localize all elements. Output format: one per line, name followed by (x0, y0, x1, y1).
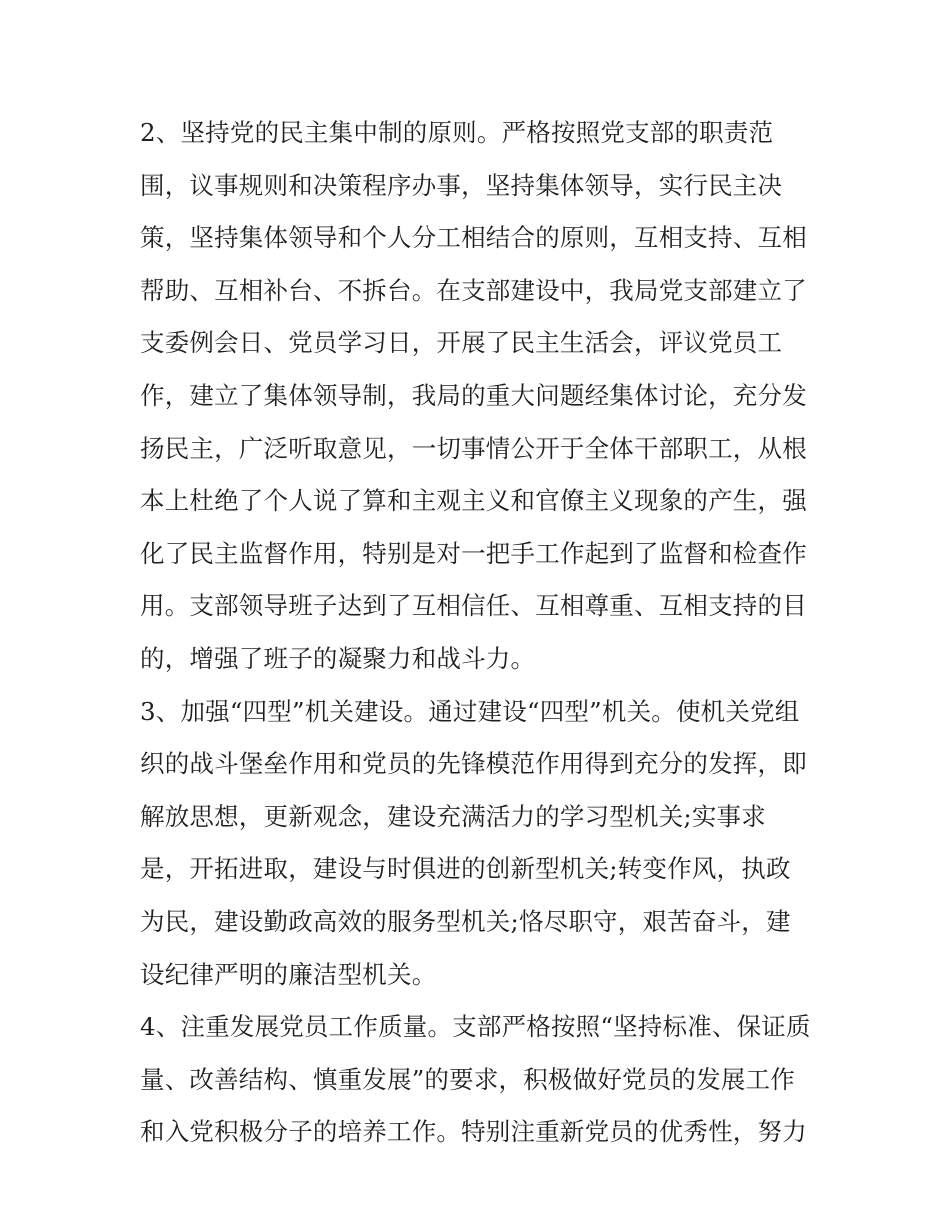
text-line: 和入党积极分子的培养工作。特别注重新党员的优秀性，努力 (140, 1117, 807, 1147)
document-body (140, 107, 820, 1159)
text-line: 为民，建设勤政高效的服务型机关;恪尽职守，艰苦奋斗，建 (140, 906, 791, 936)
text-line: 本上杜绝了个人说了算和主观主义和官僚主义现象的产生，强 (140, 486, 807, 516)
text-line: 量、改善结构、慎重发展”的要求，积极做好党员的发展工作 (140, 1064, 795, 1094)
text-line: 策，坚持集体领导和个人分工相结合的原则，互相支持、互相 (140, 223, 807, 253)
text-line: 4、注重发展党员工作质量。支部严格按照“坚持标准、保证质 (140, 1012, 811, 1042)
text-line: 3、加强“四型”机关建设。通过建设“四型”机关。使机关党组 (140, 696, 800, 726)
text-line: 作，建立了集体领导制，我局的重大问题经集体讨论，充分发 (140, 380, 807, 410)
text-line: 用。支部领导班子达到了互相信任、互相尊重、互相支持的目 (140, 591, 807, 621)
text-line: 设纪律严明的廉洁型机关。 (140, 959, 437, 989)
text-line: 化了民主监督作用，特别是对一把手工作起到了监督和检查作 (140, 538, 807, 568)
text-line: 围，议事规则和决策程序办事，坚持集体领导，实行民主决 (140, 170, 783, 200)
text-line: 是，开拓进取，建设与时俱进的创新型机关;转变作风，执政 (140, 854, 791, 884)
text-line: 的，增强了班子的凝聚力和战斗力。 (140, 643, 536, 673)
text-line: 扬民主，广泛听取意见，一切事情公开于全体干部职工，从根 (140, 433, 807, 463)
text-line: 支委例会日、党员学习日，开展了民主生活会，评议党员工 (140, 328, 783, 358)
text-line: 解放思想，更新观念，建设充满活力的学习型机关;实事求 (140, 801, 766, 831)
text-line: 帮助、互相补台、不拆台。在支部建设中，我局党支部建立了 (140, 275, 807, 305)
text-line: 2、坚持党的民主集中制的原则。严格按照党支部的职责范 (140, 118, 774, 147)
text-line: 织的战斗堡垒作用和党员的先锋模范作用得到充分的发挥，即 (140, 749, 807, 779)
